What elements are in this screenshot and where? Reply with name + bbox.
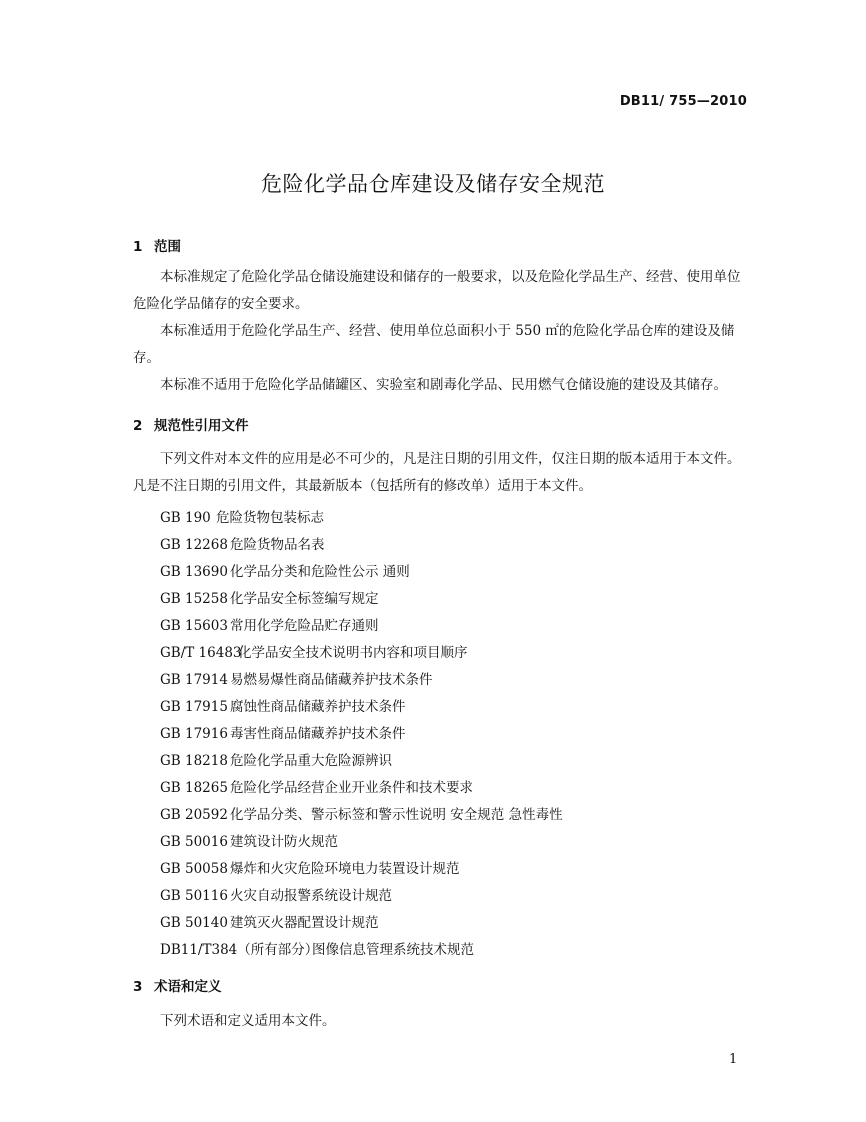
reference-code: GB 17915 (160, 699, 228, 715)
reference-code: GB 12268 (160, 537, 228, 553)
section-title: 术语和定义 (154, 979, 222, 995)
section-3-heading (133, 975, 222, 995)
reference-name: 危险化学品重大危险源辨识 (230, 753, 392, 769)
reference-item (160, 776, 473, 796)
reference-item (160, 938, 474, 958)
reference-item (160, 587, 379, 607)
section-1-para-3: 本标准不适用于危险化学品储罐区、实验室和剧毒化学品、民用燃气仓储设施的建设及其储存。 (160, 377, 727, 393)
reference-code: GB 50016 (160, 834, 228, 850)
reference-name: 化学品分类、警示标签和警示性说明 安全规范 急性毒性 (230, 807, 563, 823)
reference-code: GB 20592 (160, 807, 228, 823)
document-title: 危险化学品仓库建设及储存安全规范 (261, 172, 605, 196)
section-1-para-1: 本标准规定了危险化学品仓储设施建设和储存的一般要求，以及危险化学品生产、经营、使用单位危险化学品储存的安全要求。 (133, 269, 741, 312)
reference-item (160, 614, 379, 634)
reference-code: GB 17914 (160, 672, 228, 688)
reference-code: GB 18265 (160, 780, 228, 796)
reference-name: 易燃易爆性商品储藏养护技术条件 (230, 672, 433, 688)
reference-item (160, 533, 325, 553)
reference-code: GB 190 (160, 510, 211, 526)
reference-code: GB 17916 (160, 726, 228, 742)
reference-name: 火灾自动报警系统设计规范 (230, 888, 392, 904)
reference-name: 危险化学品经营企业开业条件和技术要求 (230, 780, 473, 796)
reference-item (160, 911, 379, 931)
reference-code: DB11/T384（所有部分） (160, 942, 319, 958)
reference-item (160, 560, 410, 580)
reference-code: GB 18218 (160, 753, 228, 769)
reference-name: 化学品分类和危险性公示 通则 (230, 564, 410, 580)
reference-code: GB 50140 (160, 915, 228, 931)
page-number: 1 (729, 1052, 738, 1067)
section-number: 1 (133, 239, 143, 255)
section-1-heading (133, 235, 181, 255)
section-1-para-2: 本标准适用于危险化学品生产、经营、使用单位总面积小于 550 ㎡的危险化学品仓库的建设及储存。 (133, 323, 735, 366)
reference-name: 化学品安全技术说明书内容和项目顺序 (238, 645, 468, 661)
reference-code: GB 15603 (160, 618, 228, 634)
reference-code: GB 50058 (160, 861, 228, 877)
reference-item (160, 857, 460, 877)
section-title: 范围 (154, 239, 181, 255)
reference-name: 腐蚀性商品储藏养护技术条件 (230, 699, 406, 715)
reference-name: 毒害性商品储藏养护技术条件 (230, 726, 406, 742)
section-3-intro: 下列术语和定义适用本文件。 (160, 1013, 336, 1029)
section-2-intro: 下列文件对本文件的应用是必不可少的，凡是注日期的引用文件，仅注日期的版本适用于本文件。凡是不注日期的引用文件，其最新版本（包括所有的修改单）适用于本文件。 (133, 451, 741, 494)
section-2-heading (133, 414, 249, 434)
reference-code: GB 15258 (160, 591, 228, 607)
section-title: 规范性引用文件 (154, 418, 249, 434)
reference-item (160, 722, 406, 742)
reference-code: GB/T 16483 (160, 645, 242, 661)
reference-name: 化学品安全标签编写规定 (230, 591, 379, 607)
reference-name: 爆炸和火灾危险环境电力装置设计规范 (230, 861, 460, 877)
reference-name: 危险货物包装标志 (216, 510, 324, 526)
reference-name: 图像信息管理系统技术规范 (312, 942, 474, 958)
reference-item (160, 668, 433, 688)
reference-name: 建筑灭火器配置设计规范 (230, 915, 379, 931)
standard-code: DB11/ 755—2010 (619, 94, 747, 109)
reference-item (160, 749, 392, 769)
reference-code: GB 50116 (160, 888, 228, 904)
reference-item (160, 803, 563, 823)
section-number: 2 (133, 418, 143, 434)
reference-item (160, 695, 406, 715)
section-number: 3 (133, 979, 143, 995)
reference-name: 常用化学危险品贮存通则 (230, 618, 379, 634)
reference-item (160, 884, 392, 904)
reference-code: GB 13690 (160, 564, 228, 580)
reference-name: 危险货物品名表 (230, 537, 325, 553)
reference-item (160, 830, 338, 850)
reference-item (160, 641, 468, 661)
reference-name: 建筑设计防火规范 (230, 834, 338, 850)
reference-item (160, 506, 324, 526)
